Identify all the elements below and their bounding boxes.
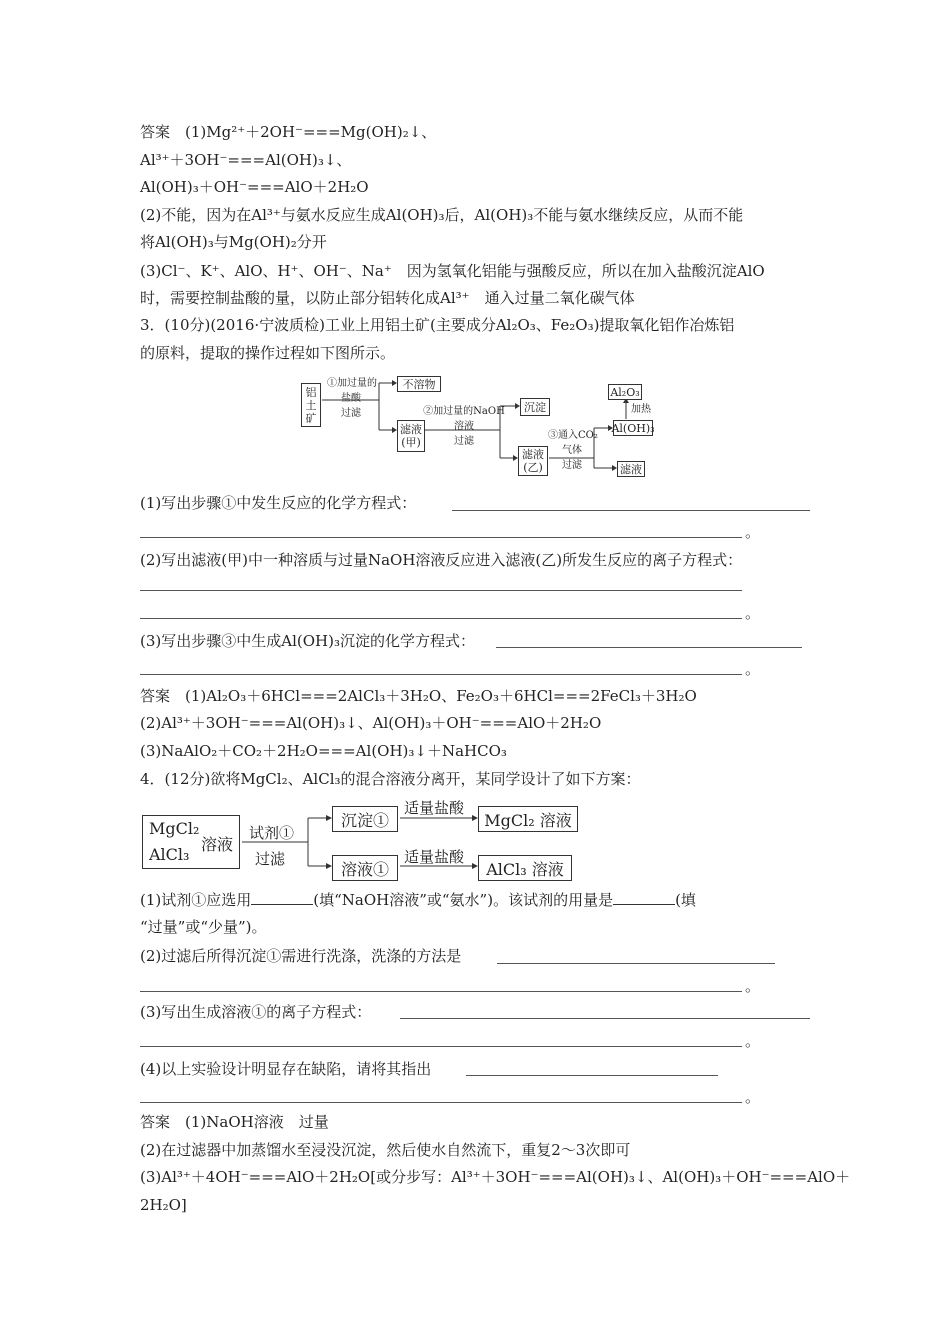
step3-label: 过滤 (562, 460, 582, 471)
filtrate-b-label: (乙) (523, 461, 543, 474)
solution-label: 溶液 (201, 835, 234, 854)
period: 。 (745, 977, 761, 995)
answer-blank[interactable] (613, 890, 675, 905)
answer-line: 答案 (1)NaOH溶液 过量 (140, 1113, 329, 1131)
filtrate-b-label: 滤液 (522, 448, 544, 461)
question-3-1: (1)写出步骤①中发生反应的化学方程式： (140, 494, 417, 512)
precipitate-1-box: 沉淀① (332, 806, 398, 832)
step3-label: 气体 (562, 445, 582, 456)
filtrate-c-box: 滤液 (617, 461, 645, 477)
answer-line: 答案 (1)Mg²⁺＋2OH⁻===Mg(OH)₂↓、 (140, 123, 437, 141)
answer-blank[interactable] (251, 890, 313, 905)
q4-1-text: (1)试剂①应选用 (140, 891, 252, 909)
question-4-4: (4)以上实验设计明显存在缺陷，请将其指出 (140, 1060, 432, 1078)
filtrate-a-label: 滤液 (400, 423, 422, 436)
step2-label: 溶液 (454, 421, 474, 432)
filter-label: 过滤 (255, 850, 286, 868)
answer-blank[interactable] (140, 1046, 742, 1047)
solution-1-box: 溶液① (332, 855, 398, 881)
answer-line: (2)在过滤器中加蒸馏水至浸没沉淀，然后使水自然流下，重复2～3次即可 (140, 1141, 631, 1159)
acid-label: 适量盐酸 (404, 848, 465, 866)
step1-label: 过滤 (341, 408, 361, 419)
step2-label: 过滤 (454, 436, 474, 447)
period: 。 (745, 523, 761, 541)
acid-label: 适量盐酸 (404, 799, 465, 817)
question-4-stem: 4．(12分)欲将MgCl₂、AlCl₃的混合溶液分离开，某同学设计了如下方案： (140, 770, 641, 788)
answer-line: Al(OH)₃＋OH⁻===AlO＋2H₂O (140, 178, 369, 196)
question-4-3: (3)写出生成溶液①的离子方程式： (140, 1003, 372, 1021)
question-4-1 (140, 890, 696, 910)
filtrate-a-label: (甲) (401, 436, 421, 449)
period: 。 (745, 660, 761, 678)
question-4-2: (2)过滤后所得沉淀①需进行洗涤，洗涤的方法是 (140, 947, 462, 965)
answer-blank[interactable] (400, 1018, 810, 1019)
question-3-3: (3)写出步骤③中生成Al(OH)₃沉淀的化学方程式： (140, 632, 475, 650)
answer-blank[interactable] (497, 963, 775, 964)
question-4-1-cont: “过量”或“少量”)。 (140, 918, 267, 936)
answer-line: Al³⁺＋3OH⁻===Al(OH)₃↓、 (140, 151, 352, 169)
step3-label: ③通入CO₂ (548, 430, 598, 441)
answer-blank[interactable] (466, 1075, 718, 1076)
step1-label: ①加过量的 (327, 378, 377, 389)
mixture-box (142, 815, 240, 869)
answer-line: (3)NaAlO₂＋CO₂＋2H₂O===Al(OH)₃↓＋NaHCO₃ (140, 742, 507, 760)
aloh3-box: Al(OH)₃ (611, 421, 655, 435)
question-3-2: (2)写出滤液(甲)中一种溶质与过量NaOH溶液反应进入滤液(乙)所发生反应的离子方程式： (140, 551, 743, 569)
question-3-stem: 的原料，提取的操作过程如下图所示。 (140, 344, 396, 362)
period: 。 (745, 604, 761, 622)
answer-line: (2)Al³⁺＋3OH⁻===Al(OH)₃↓、Al(OH)₃＋OH⁻===AlO＋2H₂O (140, 714, 602, 732)
q4-1-text: (填 (675, 891, 696, 909)
q4-1-text: (填“NaOH溶液”或“氨水”)。该试剂的用量是 (313, 891, 614, 909)
al2o3-box: Al₂O₃ (608, 384, 642, 400)
step2-label: ②加过量的NaOH (423, 406, 505, 417)
alcl3-label: AlCl₃ (149, 845, 190, 864)
answer-line: 时，需要控制盐酸的量，以防止部分铝转化成Al³⁺ 通入过量二氧化碳气体 (140, 289, 635, 307)
answer-blank[interactable] (140, 1102, 742, 1103)
answer-line: 2H₂O] (140, 1196, 187, 1214)
mgcl2-solution-box: MgCl₂ 溶液 (478, 806, 578, 832)
heat-label: 加热 (631, 404, 651, 415)
bauxite-box: 铝土矿 (301, 383, 321, 427)
answer-line: 将Al(OH)₃与Mg(OH)₂分开 (140, 233, 327, 251)
period: 。 (745, 1088, 761, 1106)
answer-line: 答案 (1)Al₂O₃＋6HCl===2AlCl₃＋3H₂O、Fe₂O₃＋6HCl===2FeCl₃＋3H₂O (140, 687, 697, 705)
period: 。 (745, 1032, 761, 1050)
reagent-label: 试剂① (249, 824, 295, 842)
answer-line: (3)Cl⁻、K⁺、AlO、H⁺、OH⁻、Na⁺ 因为氢氧化铝能与强酸反应，所以在加入盐酸沉淀AlO (140, 262, 765, 280)
alcl3-solution-box: AlCl₃ 溶液 (478, 855, 572, 881)
step1-label: 盐酸 (341, 393, 361, 404)
answer-line: (2)不能，因为在Al³⁺与氨水反应生成Al(OH)₃后，Al(OH)₃不能与氨水继续反应，从而不能 (140, 206, 744, 224)
mgcl2-label: MgCl₂ (149, 819, 200, 838)
precipitate-box: 沉淀 (520, 398, 550, 416)
insoluble-box: 不溶物 (397, 376, 441, 392)
question-3-stem: 3．(10分)(2016·宁波质检)工业上用铝土矿(主要成分Al₂O₃、Fe₂O₃)提取氧化铝作冶炼铝 (140, 316, 735, 334)
answer-blank[interactable] (140, 991, 742, 992)
answer-line: (3)Al³⁺＋4OH⁻===AlO＋2H₂O[或分步写：Al³⁺＋3OH⁻===Al(OH)₃↓、Al(OH)₃＋OH⁻===AlO＋ (140, 1168, 851, 1186)
